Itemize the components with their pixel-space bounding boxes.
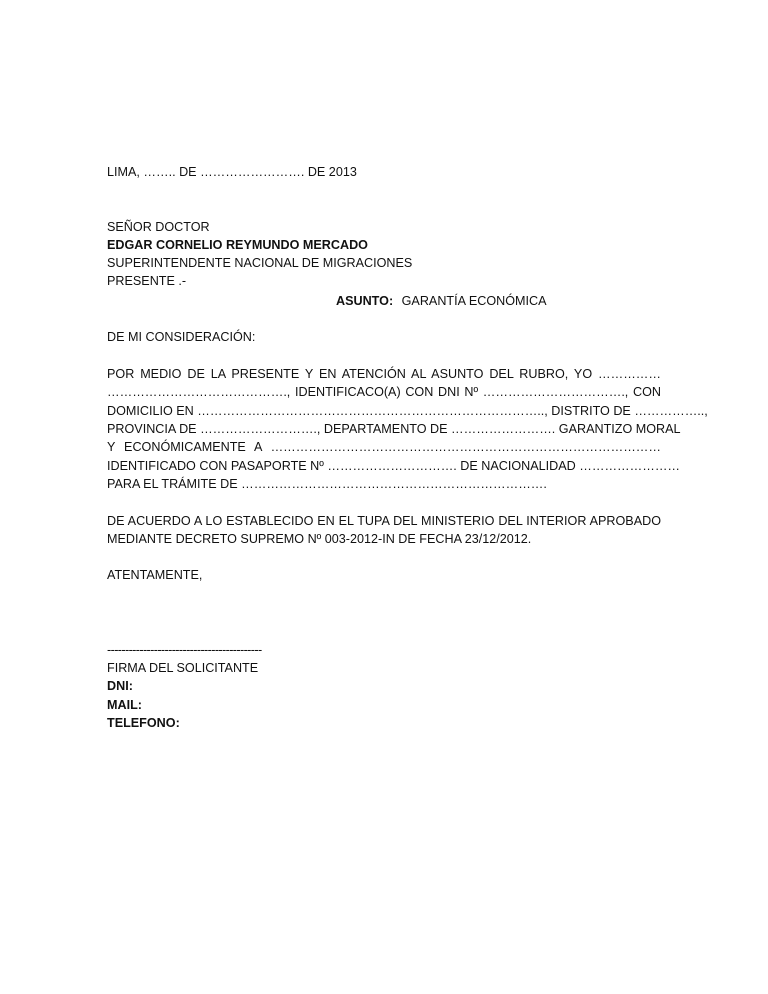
- subject-line: [336, 292, 547, 310]
- body-line: PROVINCIA DE ………………………., DEPARTAMENTO DE ……………………. GARANTIZO MORAL: [107, 422, 681, 436]
- body-line: DOMICILIO EN ……………………………………………………………………….., DISTRITO DE ……………..,: [107, 404, 708, 418]
- subject-label: ASUNTO:: [336, 294, 394, 308]
- body-line: Y ECONÓMICAMENTE A …………………………………………………………………………………: [107, 440, 661, 454]
- signature-mail: MAIL:: [107, 698, 142, 712]
- legal-line: DE ACUERDO A LO ESTABLECIDO EN EL TUPA DEL MINISTERIO DEL INTERIOR APROBADO: [107, 514, 661, 528]
- recipient-presente: PRESENTE .-: [107, 274, 187, 288]
- body-line: ……………………………………., IDENTIFICACO(A) CON DNI Nº ……………………………., CON: [107, 385, 661, 399]
- body-line: POR MEDIO DE LA PRESENTE Y EN ATENCIÓN AL ASUNTO DEL RUBRO, YO ……………: [107, 367, 661, 381]
- body-line: PARA EL TRÁMITE DE ……………………………………………………………….: [107, 477, 547, 491]
- recipient-salutation: SEÑOR DOCTOR: [107, 220, 210, 234]
- signature-dni: DNI:: [107, 679, 133, 693]
- recipient-title: SUPERINTENDENTE NACIONAL DE MIGRACIONES: [107, 256, 413, 270]
- greeting: DE MI CONSIDERACIÓN:: [107, 330, 256, 344]
- subject-value: GARANTÍA ECONÓMICA: [401, 294, 547, 308]
- date-line: LIMA, …….. DE ……………………. DE 2013: [107, 165, 357, 179]
- recipient-name: EDGAR CORNELIO REYMUNDO MERCADO: [107, 238, 368, 252]
- signature-telefono: TELEFONO:: [107, 716, 180, 730]
- signature-line: -------------------------------------------: [107, 643, 262, 657]
- body-line: IDENTIFICADO CON PASAPORTE Nº …………………………. DE NACIONALIDAD ……………………: [107, 459, 681, 473]
- legal-line: MEDIANTE DECRETO SUPREMO Nº 003-2012-IN DE FECHA 23/12/2012.: [107, 532, 532, 546]
- signature-label: FIRMA DEL SOLICITANTE: [107, 661, 259, 675]
- closing: ATENTAMENTE,: [107, 568, 203, 582]
